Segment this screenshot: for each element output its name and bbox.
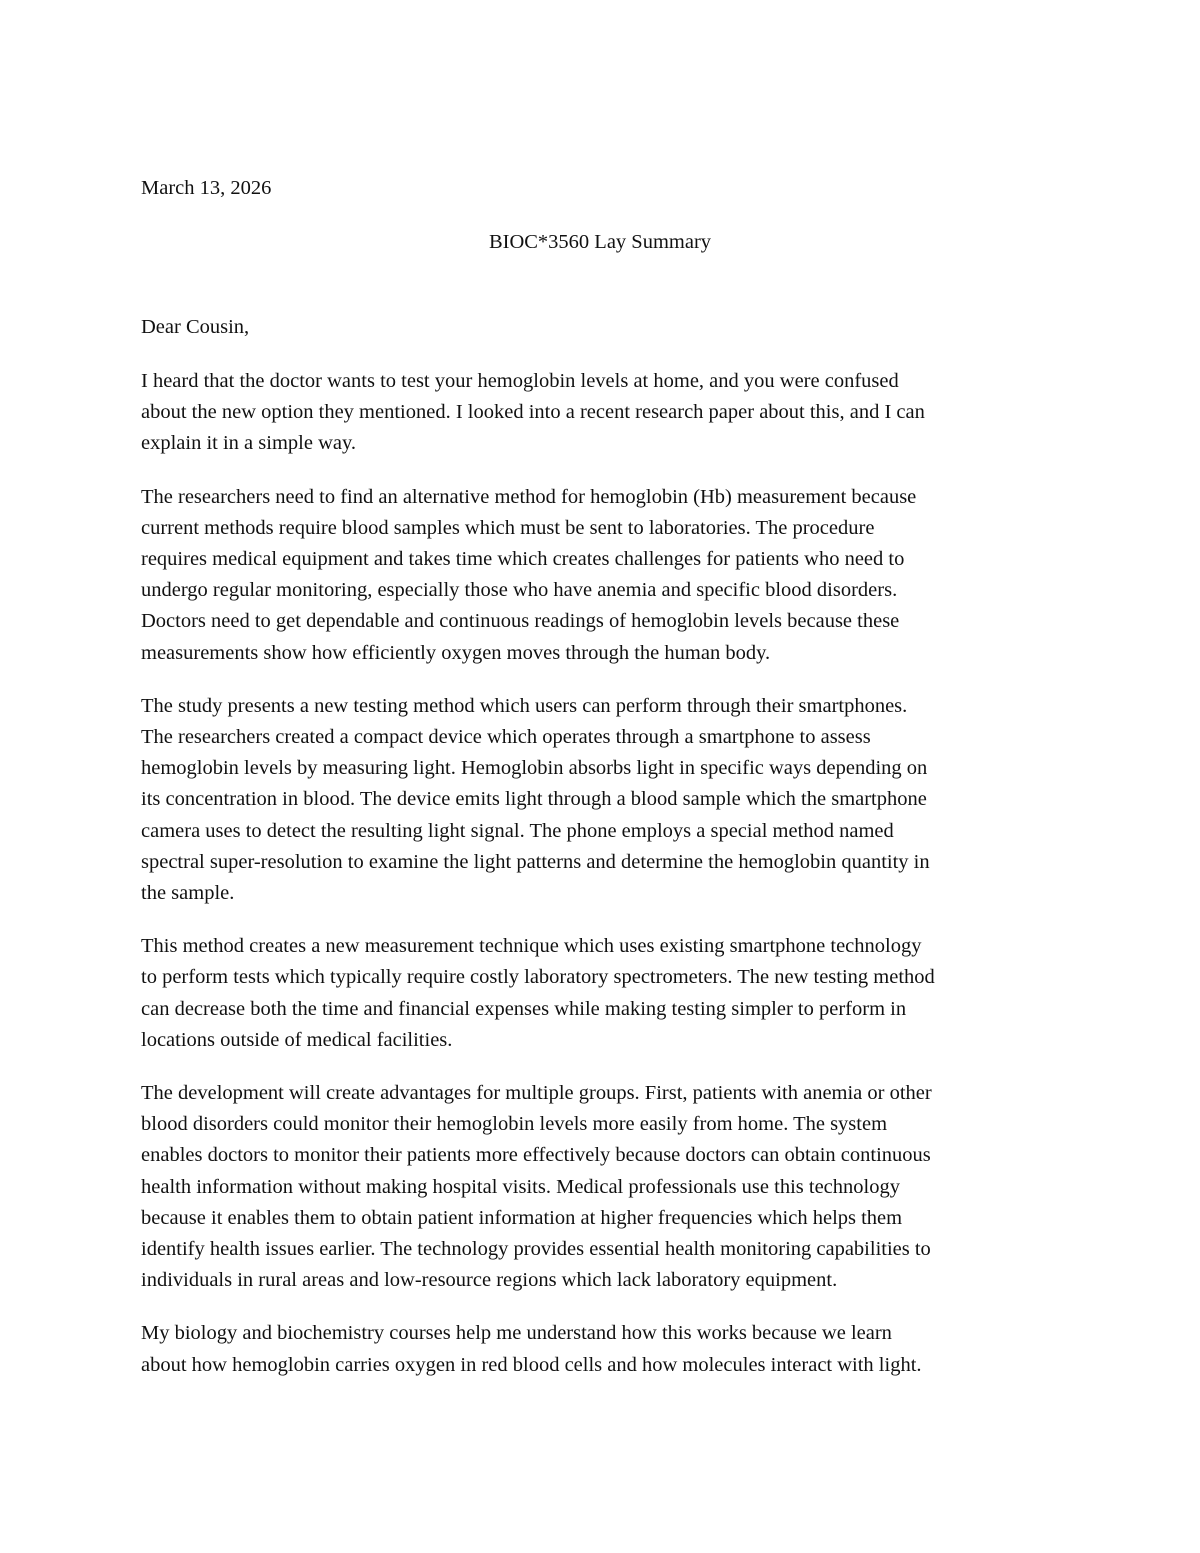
text-line: I heard that the doctor wants to test your hemoglobin levels at home, and you were confused bbox=[141, 370, 899, 392]
text-line: explain it in a simple way. bbox=[141, 432, 357, 455]
text-line: its concentration in blood. The device emits light through a blood sample which the smartphone bbox=[141, 788, 927, 811]
paragraph-need bbox=[141, 482, 1071, 669]
text-line: requires medical equipment and takes time which creates challenges for patients who need to bbox=[141, 548, 905, 571]
text-line: health information without making hospital visits. Medical professionals use this technology bbox=[141, 1175, 900, 1198]
text-line: to perform tests which typically require costly laboratory spectrometers. The new testing method bbox=[141, 966, 935, 989]
paragraph-method bbox=[141, 691, 1071, 909]
text-line: undergo regular monitoring, especially those who have anemia and specific blood disorders. bbox=[141, 579, 898, 602]
text-line: individuals in rural areas and low-resource regions which lack laboratory equipment. bbox=[141, 1269, 838, 1292]
text-line: Doctors need to get dependable and continuous readings of hemoglobin levels because these bbox=[141, 610, 900, 633]
text-line: about how hemoglobin carries oxygen in red blood cells and how molecules interact with light. bbox=[141, 1353, 922, 1376]
text-line: enables doctors to monitor their patients more effectively because doctors can obtain continuous bbox=[141, 1144, 931, 1167]
text-line: My biology and biochemistry courses help me understand how this works because we learn bbox=[141, 1322, 892, 1345]
text-line: the sample. bbox=[141, 882, 235, 905]
text-line: measurements show how efficiently oxygen moves through the human body. bbox=[141, 641, 771, 664]
text-line: camera uses to detect the resulting light signal. The phone employs a special method named bbox=[141, 819, 894, 842]
letter-date: March 13, 2026 bbox=[141, 177, 272, 199]
text-line: locations outside of medical facilities. bbox=[141, 1028, 453, 1051]
text-line: about the new option they mentioned. I looked into a recent research paper about this, and I can bbox=[141, 401, 925, 424]
text-line: spectral super-resolution to examine the light patterns and determine the hemoglobin quantity in bbox=[141, 850, 930, 873]
text-line: The study presents a new testing method which users can perform through their smartphones. bbox=[141, 694, 908, 717]
text-line: because it enables them to obtain patient information at higher frequencies which helps them bbox=[141, 1206, 903, 1229]
text-line: blood disorders could monitor their hemoglobin levels more easily from home. The system bbox=[141, 1113, 888, 1136]
text-line: The researchers need to find an alternative method for hemoglobin (Hb) measurement because bbox=[141, 485, 917, 508]
paragraph-significance bbox=[141, 931, 1071, 1056]
text-line: The researchers created a compact device which operates through a smartphone to assess bbox=[141, 726, 871, 749]
text-line: identify health issues earlier. The technology provides essential health monitoring capabilities to bbox=[141, 1238, 931, 1261]
letter-body bbox=[141, 366, 1071, 1403]
text-line: This method creates a new measurement technique which uses existing smartphone technology bbox=[141, 935, 922, 958]
text-line: The development will create advantages for multiple groups. First, patients with anemia or other bbox=[141, 1082, 932, 1105]
paragraph-connection bbox=[141, 1318, 1071, 1380]
paragraph-benefits bbox=[141, 1078, 1071, 1296]
salutation: Dear Cousin, bbox=[141, 316, 250, 338]
text-line: hemoglobin levels by measuring light. Hemoglobin absorbs light in specific ways depending on bbox=[141, 757, 928, 780]
paragraph-intro bbox=[141, 366, 1071, 460]
text-line: can decrease both the time and financial expenses while making testing simpler to perform in bbox=[141, 997, 907, 1020]
document-title: BIOC*3560 Lay Summary bbox=[488, 231, 712, 253]
text-line: current methods require blood samples which must be sent to laboratories. The procedure bbox=[141, 516, 875, 539]
